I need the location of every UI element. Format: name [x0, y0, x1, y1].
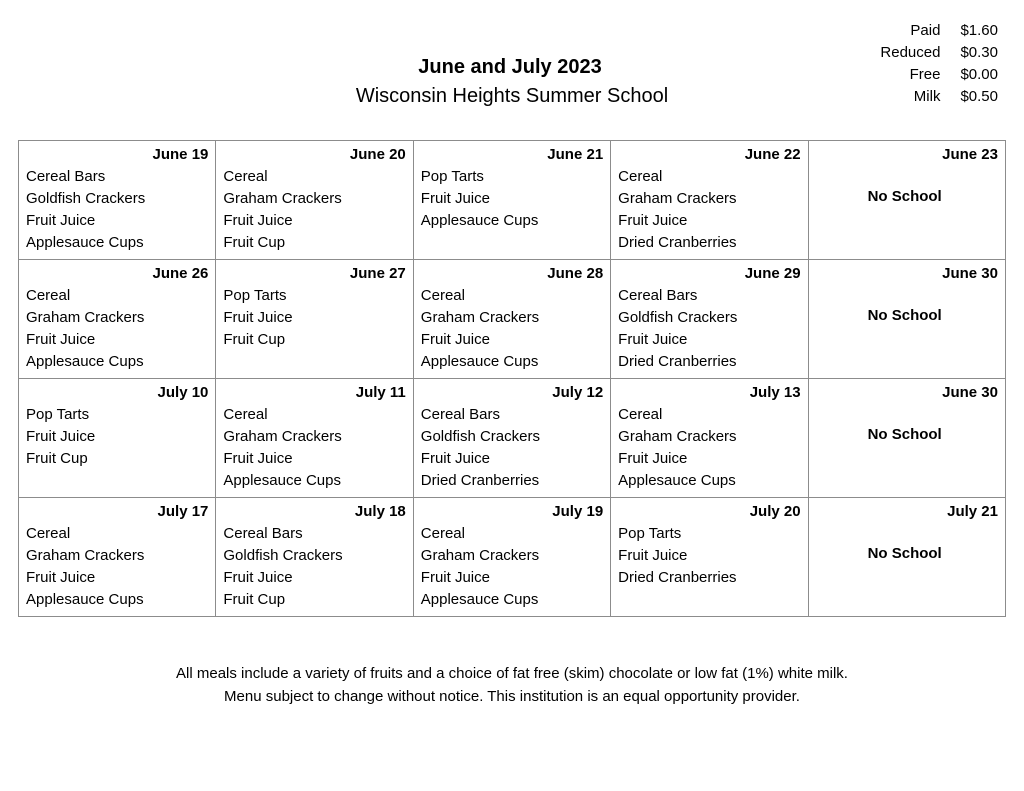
day-date: July 11 — [355, 384, 406, 401]
menu-item: Fruit Juice — [223, 212, 293, 229]
price-row-paid — [880, 20, 998, 42]
menu-item: Cereal — [618, 168, 663, 185]
menu-item: Cereal — [420, 525, 465, 542]
price-amount: $1.60 — [960, 22, 998, 39]
day-date: July 13 — [749, 384, 801, 401]
menu-item: Fruit Juice — [420, 190, 490, 207]
no-school-note: No School — [867, 545, 942, 562]
menu-item: Fruit Juice — [26, 331, 96, 348]
day-date: July 10 — [157, 384, 209, 401]
menu-item: Applesauce Cups — [420, 591, 539, 608]
menu-item: Applesauce Cups — [420, 353, 539, 370]
menu-item: Fruit Cup — [223, 331, 286, 348]
menu-item: Applesauce Cups — [26, 234, 144, 251]
menu-item: Dried Cranberries — [618, 234, 737, 251]
menu-item: Fruit Juice — [420, 450, 490, 467]
calendar-day-cell — [808, 498, 1005, 617]
menu-item: Cereal Bars — [618, 287, 698, 304]
menu-item: Graham Crackers — [223, 428, 342, 445]
calendar-week-row — [19, 379, 1006, 498]
calendar-day-cell — [413, 498, 610, 617]
menu-item: Fruit Juice — [618, 212, 688, 229]
calendar-body — [19, 141, 1006, 617]
calendar-day-cell — [808, 141, 1005, 260]
menu-item: Cereal Bars — [26, 168, 106, 185]
menu-item: Pop Tarts — [223, 287, 287, 304]
calendar-day-cell — [413, 379, 610, 498]
footer-line-disclaimer: Menu subject to change without notice. This institution is an equal opportunity provider. — [224, 688, 800, 705]
day-date: June 22 — [744, 146, 801, 163]
menu-item: Cereal — [223, 406, 268, 423]
menu-item: Fruit Juice — [420, 569, 490, 586]
menu-item: Pop Tarts — [420, 168, 484, 185]
menu-item: Graham Crackers — [26, 547, 145, 564]
calendar-day-cell — [19, 379, 216, 498]
no-school-note: No School — [867, 426, 942, 443]
price-amount: $0.50 — [960, 88, 998, 105]
calendar-day-cell — [413, 260, 610, 379]
calendar-day-cell — [216, 379, 413, 498]
calendar-day-cell — [611, 260, 808, 379]
menu-item: Fruit Juice — [26, 569, 96, 586]
menu-item: Cereal Bars — [420, 406, 500, 423]
day-date: June 19 — [152, 146, 209, 163]
menu-item: Pop Tarts — [618, 525, 682, 542]
menu-item: Graham Crackers — [618, 190, 737, 207]
menu-item: Dried Cranberries — [618, 569, 737, 586]
price-amount: $0.30 — [960, 44, 998, 61]
menu-item: Goldfish Crackers — [618, 309, 738, 326]
day-date: July 20 — [749, 503, 801, 520]
menu-item: Fruit Juice — [618, 547, 688, 564]
menu-item: Goldfish Crackers — [26, 190, 146, 207]
menu-item: Goldfish Crackers — [420, 428, 540, 445]
price-label: Paid — [910, 22, 941, 39]
page-heading — [0, 54, 1024, 110]
menu-item: Graham Crackers — [420, 309, 540, 326]
menu-item: Fruit Juice — [26, 428, 96, 445]
calendar-day-cell — [216, 260, 413, 379]
calendar-day-cell — [611, 379, 808, 498]
calendar-week-row — [19, 260, 1006, 379]
day-date: June 23 — [942, 146, 998, 163]
calendar-day-cell — [808, 260, 1005, 379]
day-date: June 26 — [152, 265, 209, 282]
menu-item: Fruit Juice — [223, 450, 293, 467]
menu-item: Applesauce Cups — [26, 353, 144, 370]
menu-item: Applesauce Cups — [26, 591, 144, 608]
day-date: June 28 — [547, 265, 604, 282]
day-date: July 21 — [947, 503, 998, 520]
day-date: July 17 — [157, 503, 209, 520]
menu-item: Fruit Juice — [223, 309, 293, 326]
menu-calendar — [18, 140, 1006, 617]
menu-item: Fruit Cup — [26, 450, 88, 467]
no-school-note: No School — [867, 307, 942, 324]
day-date: July 12 — [552, 384, 604, 401]
menu-item: Fruit Juice — [223, 569, 293, 586]
menu-item: Graham Crackers — [26, 309, 145, 326]
price-label: Milk — [913, 88, 941, 105]
day-date: July 19 — [552, 503, 604, 520]
price-label: Reduced — [880, 44, 941, 61]
calendar-day-cell — [413, 141, 610, 260]
menu-item: Cereal Bars — [223, 525, 303, 542]
calendar-day-cell — [611, 498, 808, 617]
day-date: June 30 — [942, 384, 998, 401]
day-date: June 21 — [547, 146, 604, 163]
menu-item: Applesauce Cups — [420, 212, 539, 229]
page-title: June and July 2023 — [418, 56, 602, 78]
calendar-day-cell — [216, 498, 413, 617]
menu-item: Cereal — [420, 287, 465, 304]
menu-item: Fruit Juice — [618, 450, 688, 467]
menu-item: Fruit Juice — [26, 212, 96, 229]
calendar-week-row — [19, 141, 1006, 260]
calendar-day-cell — [808, 379, 1005, 498]
menu-item: Applesauce Cups — [618, 472, 736, 489]
day-date: June 27 — [349, 265, 406, 282]
menu-item: Dried Cranberries — [420, 472, 540, 489]
menu-item: Applesauce Cups — [223, 472, 341, 489]
menu-item: Goldfish Crackers — [223, 547, 343, 564]
calendar-week-row — [19, 498, 1006, 617]
no-school-note: No School — [867, 188, 942, 205]
price-amount: $0.00 — [960, 66, 998, 83]
menu-item: Graham Crackers — [420, 547, 540, 564]
menu-item: Fruit Cup — [223, 591, 286, 608]
calendar-day-cell — [216, 141, 413, 260]
calendar-day-cell — [19, 141, 216, 260]
price-label: Free — [909, 66, 941, 83]
menu-item: Cereal — [26, 525, 71, 542]
menu-item: Fruit Cup — [223, 234, 286, 251]
menu-item: Fruit Juice — [618, 331, 688, 348]
footer-line-meals: All meals include a variety of fruits and a choice of fat free (skim) chocolate or low fat (1%) white milk. — [176, 665, 848, 682]
menu-item: Graham Crackers — [618, 428, 737, 445]
menu-item: Cereal — [618, 406, 663, 423]
day-date: June 20 — [349, 146, 406, 163]
menu-item: Cereal — [223, 168, 268, 185]
menu-item: Graham Crackers — [223, 190, 342, 207]
day-date: June 30 — [942, 265, 998, 282]
day-date: June 29 — [744, 265, 801, 282]
calendar-day-cell — [19, 498, 216, 617]
menu-item: Fruit Juice — [420, 331, 490, 348]
menu-item: Cereal — [26, 287, 71, 304]
calendar-day-cell — [19, 260, 216, 379]
calendar-day-cell — [611, 141, 808, 260]
menu-item: Pop Tarts — [26, 406, 90, 423]
footer-notes — [0, 662, 1024, 708]
menu-item: Dried Cranberries — [618, 353, 737, 370]
page-subtitle: Wisconsin Heights Summer School — [355, 85, 669, 107]
day-date: July 18 — [354, 503, 406, 520]
